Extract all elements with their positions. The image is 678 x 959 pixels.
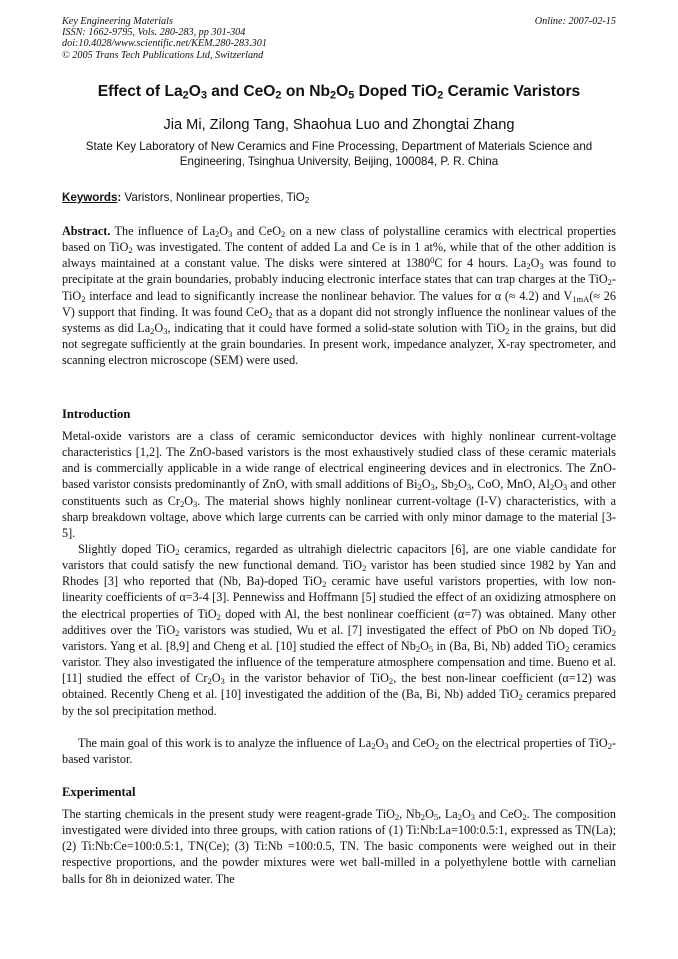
- issn-line: ISSN: 1662-9795, Vols. 280-283, pp 301-304: [62, 27, 246, 39]
- copyright-line: © 2005 Trans Tech Publications Ltd, Switzerland: [62, 49, 264, 61]
- affiliation: State Key Laboratory of New Ceramics and Fine Processing, Department of Materials Science and Engineering, Tsinghua University, Beijing, 100084, P. R. China: [85, 140, 593, 168]
- journal-name: Key Engineering Materials: [62, 16, 173, 27]
- intro-paragraph-2: Slightly doped TiO$_2$ ceramics, regarded as ultrahigh dielectric capacitors [6], are one viable candidate for varistors that could satisfy the new functional demand. TiO$_2$ varistor has been studied since 1982 by Yan and Rhodes [3] who reported that (Nb, Ba)-doped TiO$_2$ ceramic have useful varistors properties, with low non-linearity coefficients of α=3-4 [3]. Pennewiss and Hoffmann [5] studied the effect of an oxidizing atmosphere on the electrical properties of TiO$_2$ doped with Al, the best nonlinear coefficient (α=7) was obtained. Many other additives over the TiO$_2$ varistors was studied, Wu et al. [7] investigated the effect of PbO on Nb doped TiO$_2$ varistors. Yang et al. [8,9] and Cheng et al. [10] studied the effect of $Nb_2O_5$ in (Ba, Bi, Nb) added TiO$_2$ ceramics varistor. They also investigated the influence of the temperature atmosphere compensation and time. Bueno et al. [11] studied the effect of $Cr_2O_3$ in the varistor behavior of TiO$_2$, the best non-linear coefficient (α=12) was obtained. Recently Cheng et al. [10] investigated the addition of the (Ba, Bi, Nb) added TiO$_2$ ceramics prepared by the sol precipitation method.: [62, 542, 617, 718]
- journal-header: [62, 16, 616, 61]
- online-date: Online: 2007-02-15: [534, 16, 616, 27]
- doi-line[interactable]: doi:10.4028/www.scientific.net/KEM.280-283.301: [62, 38, 267, 50]
- author-list: Jia Mi, Zilong Tang, Shaohua Luo and Zhongtai Zhang: [163, 117, 515, 133]
- experimental-paragraph-1: The starting chemicals in the present study were reagent-grade TiO$_2$, $Nb_2O_5$, $La_2O_3$ and CeO$_2$. The composition investigated were divided into three groups, with cation rations of (1) Ti:Nb:La=100:0.5:1, expressed as TN(La); (2) Ti:Nb:Ce=100:0.5:1, TN(Ce); (3) Ti:Nb =100:0.5, TN. The basic components were weighed out in their respective proportions, and the powder mixtures were wet ball-milled in a polyethylene bottle with carnelian balls for 8h in deionized water. The: [62, 807, 616, 886]
- keywords-label: Keywords: [62, 191, 118, 204]
- paper-title: Effect of $La_2O_3$ and CeO$_2$ on $Nb_2O_5$ Doped TiO$_2$ Ceramic Varistors: [97, 83, 581, 102]
- abstract: Abstract. The influence of $La_2O_3$ and CeO$_2$ on a new class of polystalline ceramics with electrical properties based on TiO$_2$ was investigated. The content of added La and Ce is in 1 at%, while that of the other addition is always maintained at a constant value. The disks were sintered at 1380$^0$C for 4 hours. $La_2O_3$ was found to precipitate at the grain boundaries, probably inducing electronic interface states that can trap charges at the TiO$_2$-TiO$_2$ interface and lead to significantly increase the nonlinear behavior. The values for α (≈ 4.2) and $V_{1mA}(\approx 26$ V) support that finding. It was found CeO$_2$ that as a dopant did not strongly influence the nonlinear values of the systems as did $La_2O_3$, indicating that it could have formed a solid-state solution with TiO$_2$ in the grains, but did not segregate sufficiently at the grain boundaries. In present work, impedance analyzer, X-ray spectrometer, and scanning electron microscope (SEM) were used.: [62, 224, 617, 368]
- intro-paragraph-1: Metal-oxide varistors are a class of ceramic semiconductor devices with highly nonlinear current-voltage characteristics [1,2]. The ZnO-based varistors is the most exhaustively studied class of these ceramic materials and is commercially applicable in a wide range of electrical engineering devices and in electronics. The ZnO-based varistor consists predominantly of ZnO, with small additions of $Bi_2O_3$, $Sb_2O_3$, CoO, MnO, $Al_2O_3$ and other constituents such as $Cr_2O_3$. The material shows highly nonlinear current-voltage (I-V) characteristics, with a sharp breakdown voltage, above which large currents can be carried with only minor damage to the material [3-5].: [62, 429, 616, 540]
- intro-paragraph-3: The main goal of this work is to analyze the influence of $La_2O_3$ and CeO$_2$ on the electrical properties of TiO$_2$-based varistor.: [62, 736, 617, 767]
- section-heading-introduction: Introduction: [62, 407, 131, 421]
- abstract-label: Abstract.: [62, 224, 111, 238]
- keywords: Keywords: Varistors, Nonlinear properties, TiO$_2$: [62, 191, 310, 206]
- section-heading-experimental: Experimental: [62, 785, 136, 799]
